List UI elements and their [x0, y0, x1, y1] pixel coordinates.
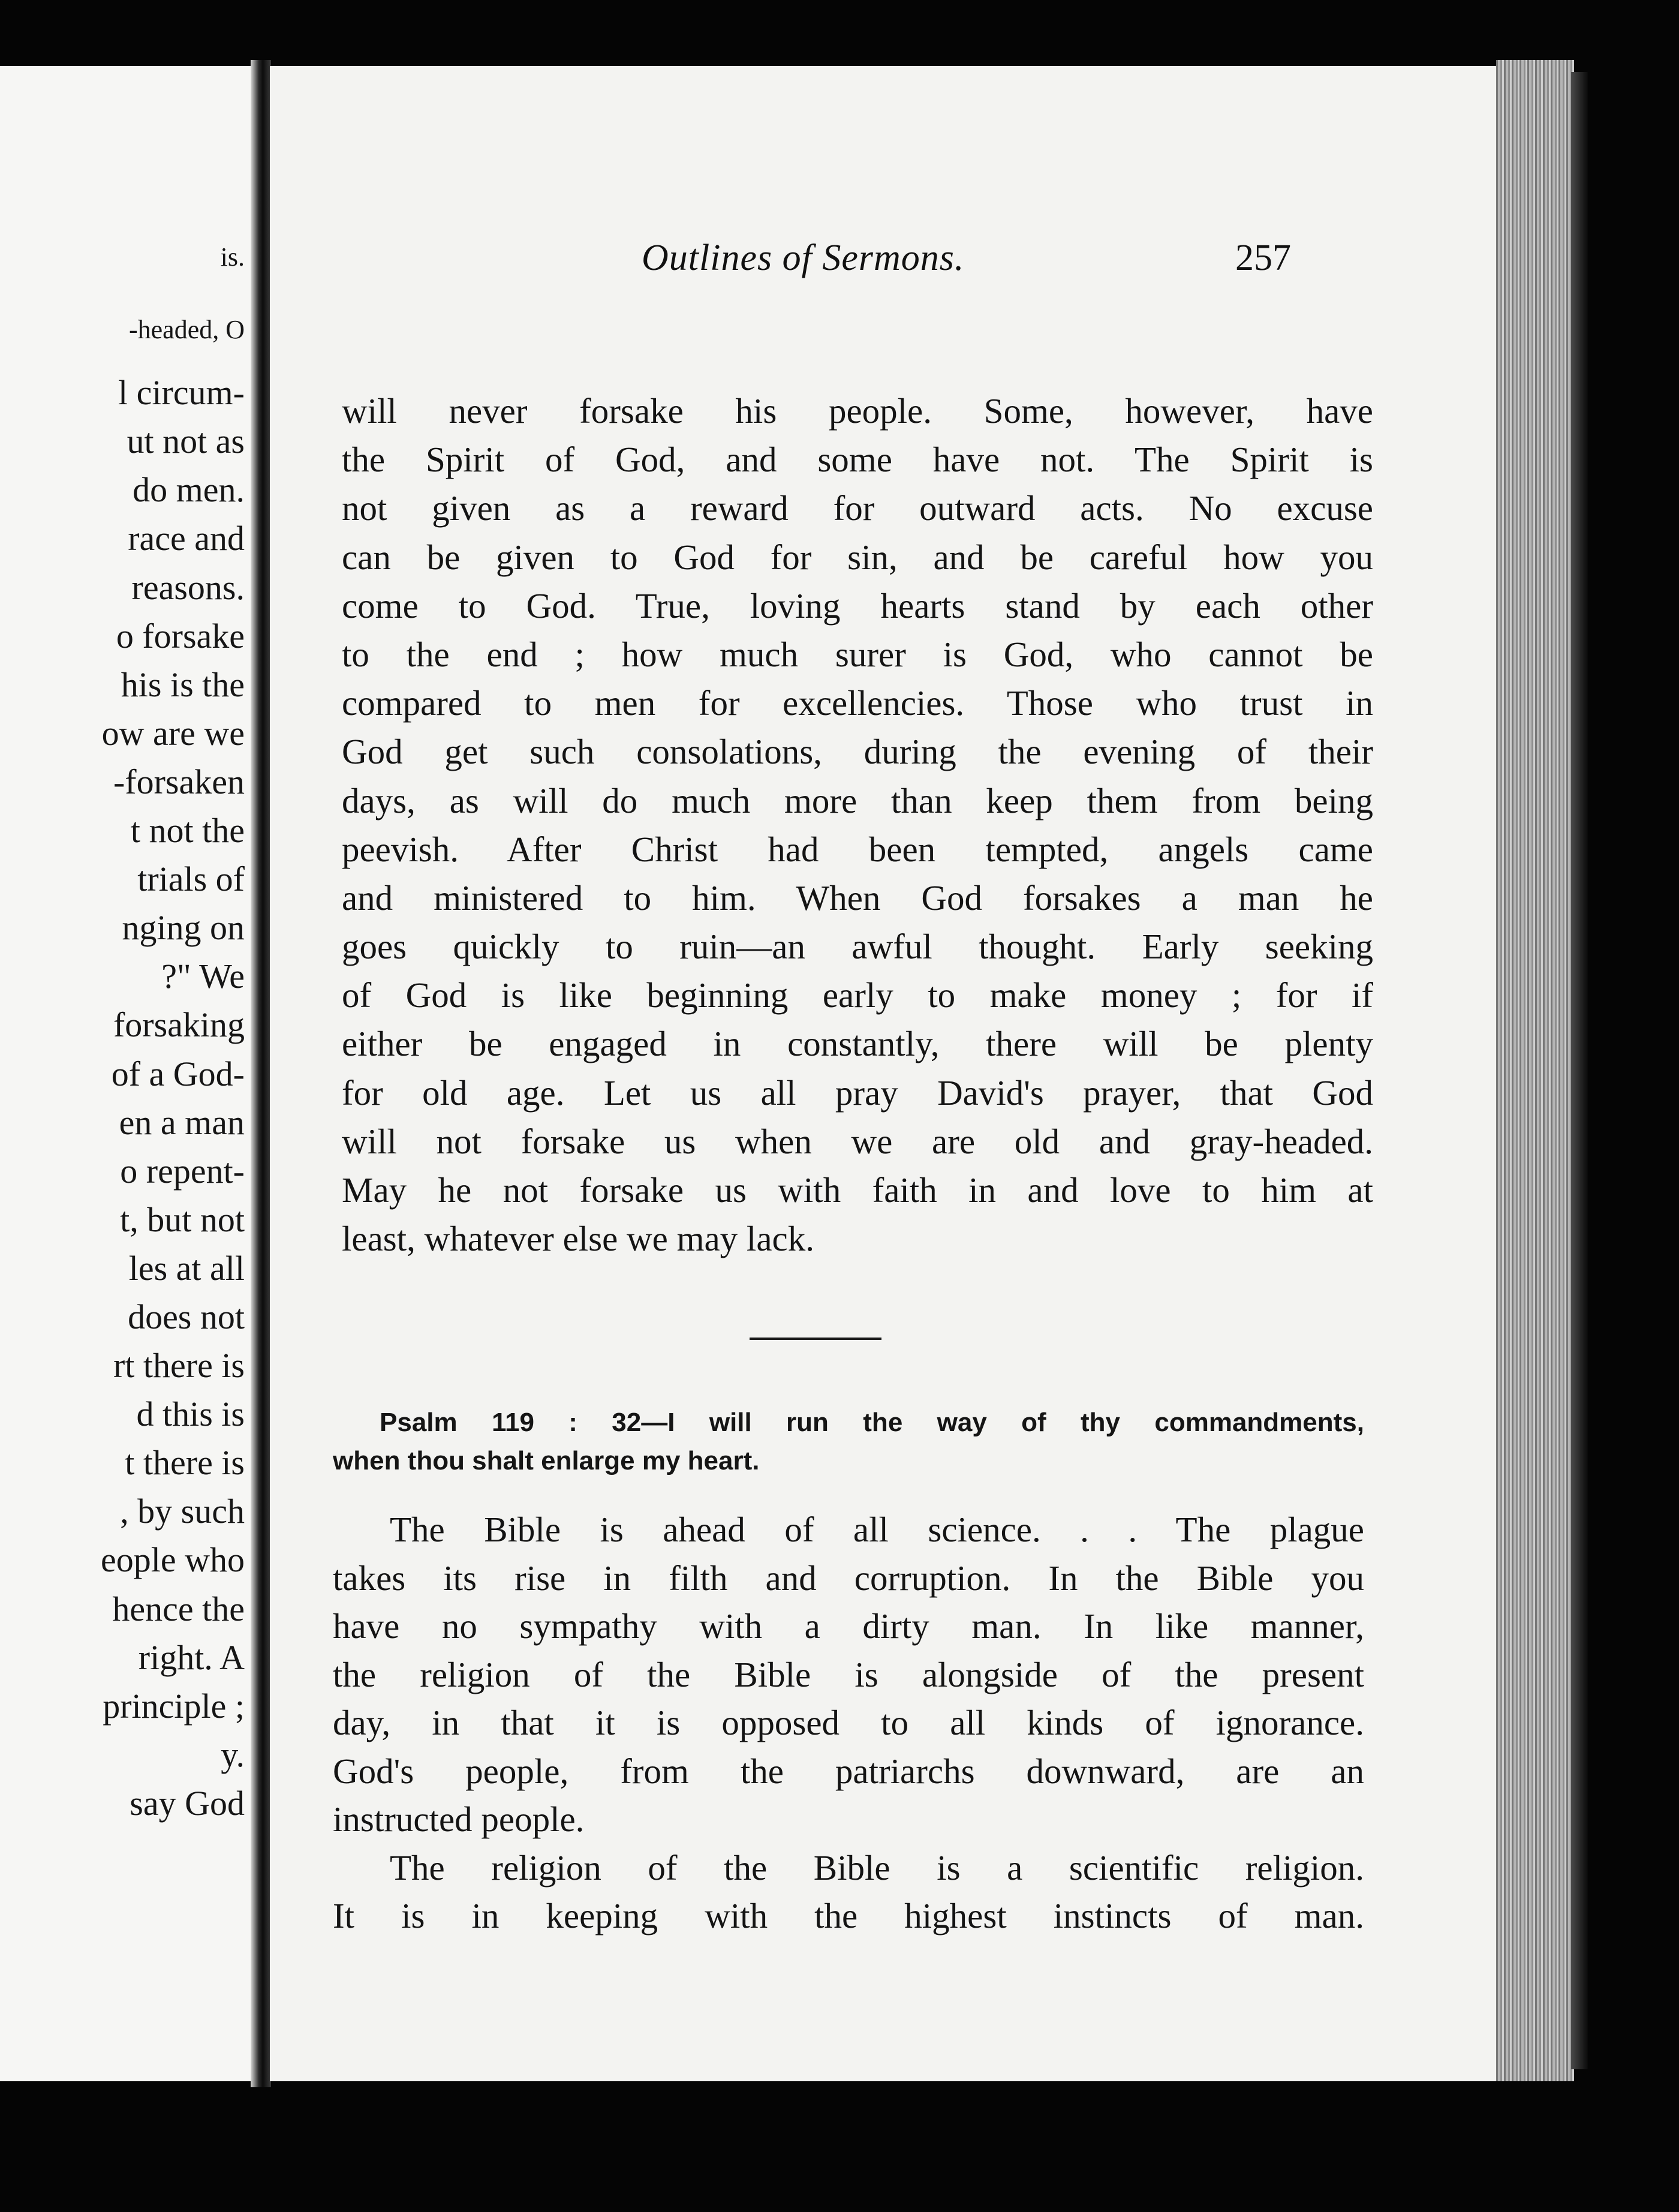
running-header [270, 237, 1499, 291]
text-line: to the end ; how much surer is God, who cannot be [342, 634, 1373, 674]
book-gutter [251, 60, 271, 2087]
left-page-fragment: eople who [101, 1540, 245, 1580]
text-line: goes quickly to ruin—an awful thought. Early seeking [342, 927, 1373, 967]
text-line: either be engaged in constantly, there will be plenty [342, 1024, 1373, 1064]
left-page-fragment: race and [128, 519, 245, 558]
left-page-fragment: ?" We [161, 957, 245, 996]
left-page-fragment: is. [220, 242, 245, 272]
left-page [0, 66, 252, 2081]
text-line: compared to men for excellencies. Those who trust in [342, 683, 1373, 723]
text-line: least, whatever else we may lack. [342, 1219, 814, 1259]
left-page-fragment: y. [221, 1735, 245, 1774]
left-page-fragment: ow are we [101, 713, 245, 753]
text-line: God's people, from the patriarchs downward, are an [333, 1751, 1364, 1791]
left-page-fragment: o forsake [116, 616, 245, 656]
text-line: come to God. True, loving hearts stand by each other [342, 585, 1373, 626]
text-line: when thou shalt enlarge my heart. [333, 1446, 760, 1475]
text-line: and ministered to him. When God forsakes a man he [342, 877, 1373, 918]
left-page-fragment: o repent- [120, 1151, 245, 1191]
text-line: will not forsake us when we are old and gray-headed. [342, 1121, 1373, 1161]
left-page-fragment: nging on [122, 908, 245, 948]
left-page-fragment: , by such [120, 1492, 245, 1531]
left-page-fragment: d this is [136, 1394, 245, 1434]
text-line: will never forsake his people. Some, however, have [342, 391, 1373, 431]
left-page-text-fragments [101, 233, 245, 1828]
left-page-fragment: does not [128, 1297, 245, 1336]
right-page [270, 66, 1499, 2081]
left-page-fragment: en a man [119, 1102, 245, 1142]
text-line: for old age. Let us all pray David's prayer, that God [342, 1072, 1373, 1113]
left-page-fragment: his is the [121, 665, 245, 704]
text-line: May he not forsake us with faith in and love to him at [342, 1170, 1373, 1210]
left-page-fragment: say God [130, 1783, 245, 1823]
text-line: the religion of the Bible is alongside of the present [333, 1654, 1364, 1694]
section-divider-rule [750, 1338, 881, 1340]
text-line: The Bible is ahead of all science. . . The plague [390, 1510, 1364, 1549]
left-page-fragment: do men. [133, 470, 245, 510]
left-page-fragment: l circum- [118, 373, 245, 413]
left-page-fragment: ut not as [127, 422, 245, 461]
paragraph-continued [342, 387, 1373, 1263]
text-line: days, as will do much more than keep them from being [342, 780, 1373, 821]
book-edge-shadow [1571, 72, 1588, 2069]
left-page-fragment: t, but not [120, 1200, 245, 1239]
text-line: day, in that it is opposed to all kinds of ignorance. [333, 1703, 1364, 1742]
left-page-fragment: right. A [138, 1637, 245, 1677]
text-line: Psalm 119 : 32—I will run the way of thy commandments, [380, 1408, 1364, 1437]
text-line: instructed people. [333, 1799, 585, 1839]
left-page-fragment: of a God- [111, 1054, 245, 1093]
text-line: peevish. After Christ had been tempted, angels came [342, 829, 1373, 869]
left-page-fragment: -forsaken [113, 762, 245, 801]
sermon-text-psalm-119-32 [333, 1403, 1364, 1480]
left-page-fragment: hence the [112, 1589, 245, 1628]
left-page-fragment: les at all [128, 1248, 245, 1288]
paragraph-bible-science [333, 1505, 1364, 1940]
page-number: 257 [1235, 238, 1291, 278]
text-line: The religion of the Bible is a scientific religion. [390, 1847, 1364, 1888]
text-line: of God is like beginning early to make money ; for if [342, 975, 1373, 1015]
running-head-title: Outlines of Sermons. [642, 238, 965, 278]
text-line: have no sympathy with a dirty man. In like manner, [333, 1606, 1364, 1646]
book-fore-edge [1496, 60, 1574, 2081]
left-page-fragment: principle ; [103, 1686, 245, 1726]
text-line: takes its rise in filth and corruption. In the Bible you [333, 1558, 1364, 1598]
left-page-fragment: rt there is [113, 1346, 245, 1385]
left-page-fragment: trials of [137, 859, 245, 899]
text-line: not given as a reward for outward acts. No excuse [342, 488, 1373, 528]
text-line: God get such consolations, during the evening of their [342, 732, 1373, 772]
text-line: the Spirit of God, and some have not. The Spirit is [342, 440, 1373, 480]
left-page-fragment: -headed, O [128, 315, 245, 345]
left-page-fragment: t there is [125, 1443, 245, 1483]
text-line: It is in keeping with the highest instincts of man. [333, 1896, 1364, 1936]
left-page-fragment: t not the [130, 811, 245, 850]
left-page-fragment: reasons. [131, 567, 245, 607]
text-line: can be given to God for sin, and be careful how you [342, 537, 1373, 577]
left-page-fragment: forsaking [113, 1005, 245, 1045]
